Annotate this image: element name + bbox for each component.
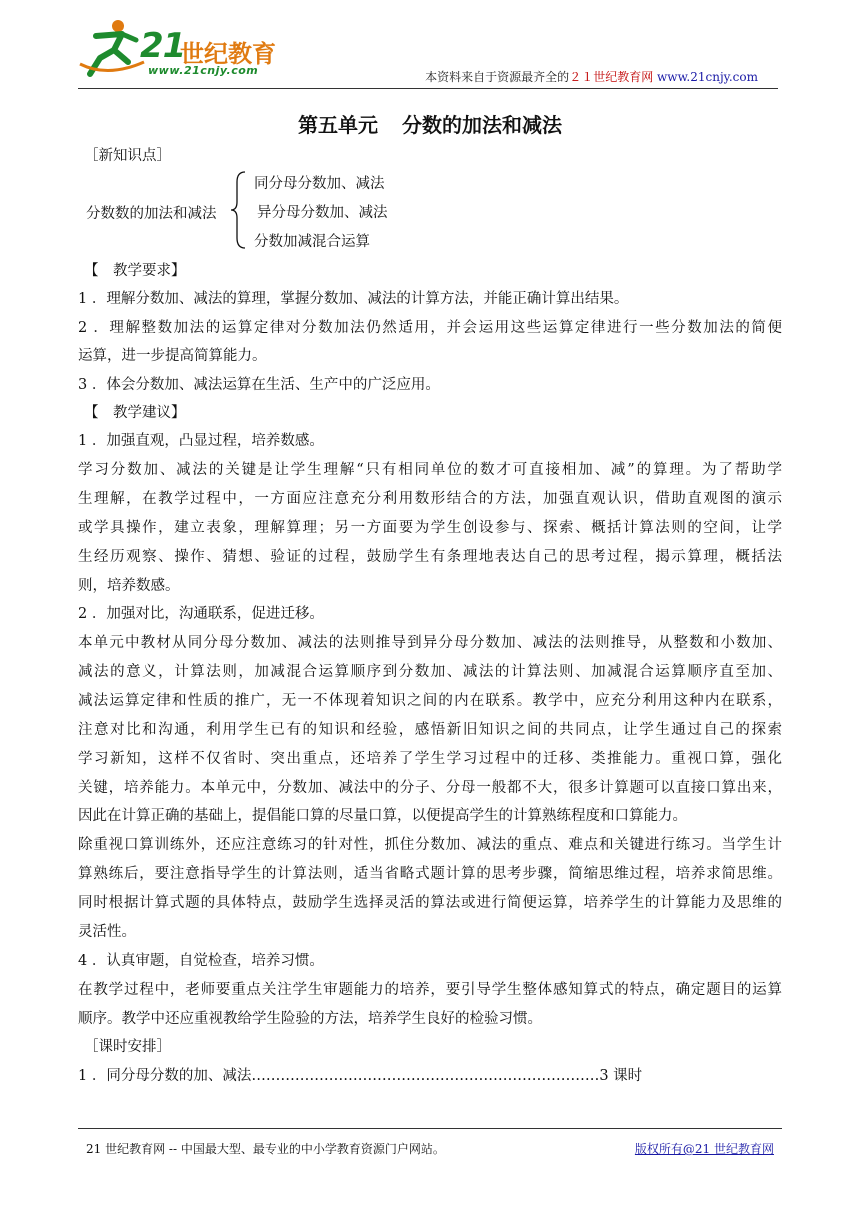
suggestion-line: 4 ．认真审题，自觉检查，培养习惯。	[78, 953, 324, 969]
suggestion-line: 本单元中教材从同分母分数加、减法的法则推导到异分母分数加、减法的法则推导，从整数和小数加、	[78, 635, 782, 651]
knowledge-branch: 分数加减混合运算	[254, 234, 370, 250]
logo-url: www.21cnjy.com	[148, 64, 259, 77]
left-brace-icon	[230, 170, 246, 250]
header-note-url[interactable]: www.21cnjy.com	[657, 70, 758, 84]
section-teaching-requirements: 【 教学要求】	[84, 263, 186, 279]
site-logo[interactable]	[78, 12, 288, 82]
suggestion-line: 算熟练后，要注意指导学生的计算法则，适当省略式题计算的思考步骤，简缩思维过程，培养求简思维。	[78, 866, 782, 882]
page-title	[0, 109, 860, 138]
suggestion-line: 在教学过程中，老师要重点关注学生审题能力的培养，要引导学生整体感知算式的特点，确定题目的运算	[78, 982, 782, 998]
logo-number: 21	[140, 26, 186, 66]
suggestion-line: 减法运算定律和性质的推广，无一不体现着知识之间的内在联系。教学中，应充分利用这种内在联系，	[78, 693, 782, 709]
title-unit: 第五单元	[298, 113, 378, 137]
suggestion-line: 注意对比和沟通，利用学生已有的知识和经验，感悟新旧知识之间的共同点，让学生通过自己的探索	[78, 722, 782, 738]
knowledge-tree-root: 分数数的加法和减法	[86, 206, 217, 222]
requirement-line: 1 ．理解分数加、减法的算理，掌握分数加、减法的计算方法，并能正确计算出结果。	[78, 291, 629, 307]
footer-tagline: 21 世纪教育网 -- 中国最大型、最专业的中小学教育资源门户网站。	[86, 1142, 445, 1156]
section-teaching-suggestions: 【 教学建议】	[84, 405, 186, 421]
requirement-line: 3 ．体会分数加、减法运算在生活、生产中的广泛应用。	[78, 377, 440, 393]
requirement-line: 2 ．理解整数加法的运算定律对分数加法仍然适用，并会运用这些运算定律进行一些分数加法的简便	[78, 320, 782, 336]
suggestion-line: 学习新知，这样不仅省时、突出重点，还培养了学生学习过程中的迁移、类推能力。重视口算，强化	[78, 751, 782, 767]
requirement-line: 运算，进一步提高简算能力。	[78, 348, 267, 364]
suggestion-line: 因此在计算正确的基础上，提倡能口算的尽量口算，以便提高学生的计算熟练程度和口算能力。	[78, 808, 687, 824]
header-note-site[interactable]: ２１世纪教育网	[569, 70, 654, 84]
header-note	[425, 68, 758, 85]
title-topic: 分数的加法和减法	[402, 113, 562, 137]
footer-divider	[78, 1128, 782, 1129]
section-new-knowledge: ［新知识点］	[84, 148, 171, 164]
header-divider	[78, 88, 778, 89]
suggestion-line: 同时根据计算式题的具体特点，鼓励学生选择灵活的算法或进行简便运算，培养学生的计算能力及思维的	[78, 895, 782, 911]
suggestion-line: 学习分数加、减法的关键是让学生理解“只有相同单位的数才可直接相加、减”的算理。为了帮助学	[78, 462, 782, 478]
knowledge-branch: 同分母分数加、减法	[254, 176, 385, 192]
footer-copyright-link[interactable]: 版权所有@21 世纪教育网	[634, 1142, 774, 1156]
section-class-schedule: ［课时安排］	[84, 1039, 171, 1055]
knowledge-branch: 异分母分数加、减法	[257, 205, 388, 221]
suggestion-line: 1 ．加强直观，凸显过程，培养数感。	[78, 433, 324, 449]
suggestion-line: 灵活性。	[78, 924, 136, 940]
suggestion-line: 除重视口算训练外，还应注意练习的针对性，抓住分数加、减法的重点、难点和关键进行练习。当学生计	[78, 837, 782, 853]
suggestion-line: 生经历观察、操作、猜想、验证的过程，鼓励学生有条理地表达自己的思考过程，揭示算理，概括法	[78, 549, 782, 565]
suggestion-line: 关键，培养能力。本单元中，分数加、减法中的分子、分母一般都不大，很多计算题可以直接口算出来，	[78, 780, 782, 796]
page-header	[78, 12, 778, 88]
logo-text: 世纪教育	[180, 40, 276, 68]
runner-icon	[78, 18, 148, 78]
suggestion-line: 则，培养数感。	[78, 578, 180, 594]
schedule-line: 1 ．同分母分数的加、减法………………………………………………………………3 课时	[78, 1068, 643, 1084]
suggestion-line: 顺序。教学中还应重视教给学生险验的方法，培养学生良好的检验习惯。	[78, 1011, 542, 1027]
header-note-prefix: 本资料来自于资源最齐全的	[425, 70, 570, 84]
suggestion-line: 生理解，在教学过程中，一方面应注意充分利用数形结合的方法，加强直观认识，借助直观图的演示	[78, 491, 782, 507]
suggestion-line: 或学具操作，建立表象，理解算理；另一方面要为学生创设参与、探索、概括计算法则的空间，让学	[78, 520, 782, 536]
suggestion-line: 减法的意义，计算法则，加减混合运算顺序到分数加、减法的计算法则、加减混合运算顺序直至加、	[78, 664, 782, 680]
suggestion-line: 2 ．加强对比，沟通联系，促进迁移。	[78, 606, 324, 622]
